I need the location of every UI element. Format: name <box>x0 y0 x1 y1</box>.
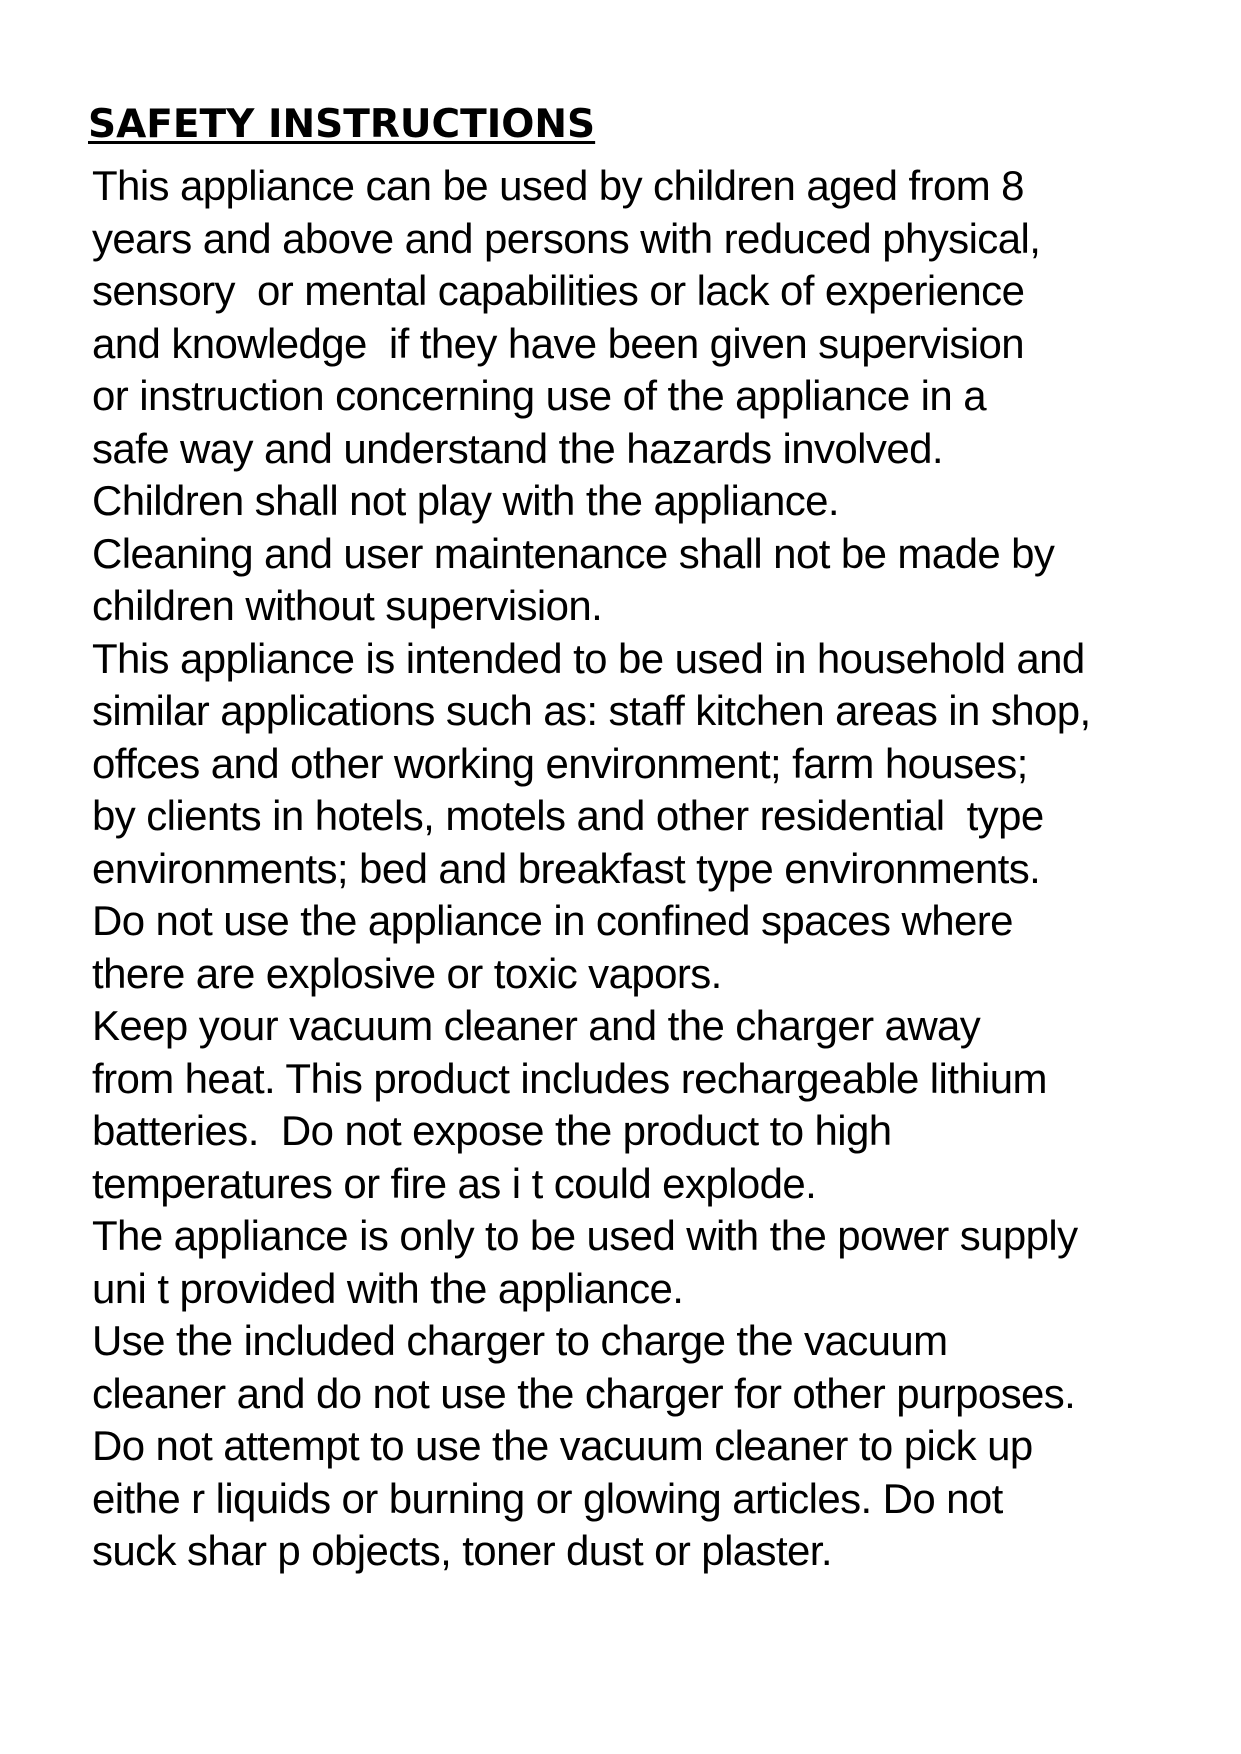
text-line: years and above and persons with reduced physical, <box>92 214 1041 262</box>
text-line: by clients in hotels, motels and other residential type <box>92 792 1044 839</box>
text-line: cleaner and do not use the charger for other purposes. <box>92 1369 1076 1417</box>
text-line: children without supervision. <box>92 582 603 629</box>
text-line: The appliance is only to be used with the power supply <box>92 1212 1078 1259</box>
text-line: Do not use the appliance in confined spaces where <box>92 897 1013 944</box>
text-line: temperatures or fire as i t could explode. <box>92 1159 817 1207</box>
text-line: offces and other working environment; farm houses; <box>92 739 1028 787</box>
text-line: Keep your vacuum cleaner and the charger away <box>92 1002 981 1049</box>
text-line: This appliance is intended to be used in household and <box>92 634 1085 682</box>
text-line: suck shar p objects, toner dust or plaster. <box>92 1527 832 1574</box>
text-line: environments; bed and breakfast type environments. <box>92 844 1041 892</box>
text-line: eithe r liquids or burning or glowing articles. Do not <box>92 1474 1003 1522</box>
text-line: from heat. This product includes rechargeable lithium <box>92 1054 1047 1102</box>
text-line: batteries. Do not expose the product to high <box>92 1107 892 1154</box>
text-line: and knowledge if they have been given supervision <box>92 319 1024 367</box>
text-line: uni t provided with the appliance. <box>92 1264 684 1312</box>
text-line: safe way and understand the hazards involved. <box>92 424 943 472</box>
text-line: or instruction concerning use of the appliance in a <box>92 372 986 419</box>
text-line: Children shall not play with the appliance. <box>92 477 839 524</box>
text-line: there are explosive or toxic vapors. <box>92 949 722 997</box>
page-title: SAFETY INSTRUCTIONS <box>88 102 596 147</box>
text-line: Do not attempt to use the vacuum cleaner to pick up <box>92 1422 1033 1469</box>
safety-instructions-text <box>92 160 1091 1578</box>
text-line: Use the included charger to charge the vacuum <box>92 1317 948 1364</box>
text-line: This appliance can be used by children aged from 8 <box>92 162 1024 209</box>
text-line: sensory or mental capabilities or lack of experience <box>92 267 1025 314</box>
text-line: Cleaning and user maintenance shall not be made by <box>92 529 1055 577</box>
text-line: similar applications such as: staff kitchen areas in shop, <box>92 687 1091 734</box>
